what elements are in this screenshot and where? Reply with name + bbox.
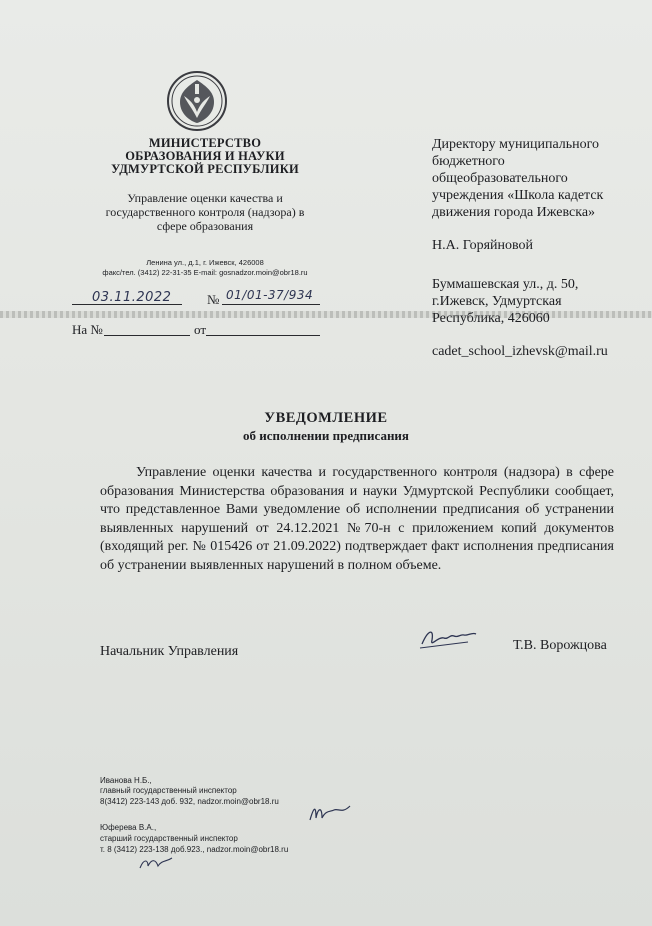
notice-title: УВЕДОМЛЕНИЕ (264, 410, 388, 426)
ministry-name-line-2: ОБРАЗОВАНИЯ И НАУКИ (125, 149, 285, 163)
reference-date-underline (206, 335, 320, 336)
inspector-1-contacts: 8(3412) 223-143 доб. 932, nadzor.moin@obr18.ru (100, 797, 279, 806)
udmurt-emblem-icon (166, 70, 228, 132)
addressee-email: cadet_school_izhevsk@mail.ru (432, 344, 608, 359)
handwritten-signature (418, 622, 480, 654)
department-line-3: сфере образования (156, 219, 254, 233)
inspector-2-title: старший государственный инспектор (100, 834, 238, 843)
inspector-2-name: Юферева В.А., (100, 823, 157, 832)
addressee-name: Н.А. Горяйновой (432, 238, 534, 253)
inspector-2-contacts: т. 8 (3412) 223-138 доб.923., nadzor.moin@obr18.ru (100, 845, 289, 854)
ministry-name-line-1: МИНИСТЕРСТВО (148, 136, 262, 150)
notice-body: Управление оценки качества и государственного контроля (надзора) в сфере образования Министерства образования и науки Удмуртской Республики сообщает, что представленное Вами уведомление об исполнении предписания об устранении выявленных нарушений от 24.12.2021 №70-н с приложением копий документов (входящий рег. № 015426 от 21.09.2022) подтверждает факт исполнения предписания об устранении выявленных нарушений в полном объеме. (100, 465, 614, 573)
signatory-position: Начальник Управления (100, 644, 239, 659)
inspector-2-signature (136, 852, 176, 874)
addressee-line-1: Директору муниципального (432, 137, 600, 152)
reference-number-underline (104, 335, 190, 336)
department-line-1: Управление оценки качества и (127, 191, 283, 205)
department-line-2: государственного контроля (надзора) в (105, 205, 305, 219)
ministry-address: Ленина ул., д.1, г. Ижевск, 426008 (146, 258, 264, 267)
reference-date-label: от (194, 322, 207, 337)
ministry-name-line-3: УДМУРТСКОЙ РЕСПУБЛИКИ (111, 162, 299, 176)
addressee-line-3: общеобразовательного (432, 171, 568, 186)
scan-artifact-line (0, 311, 652, 318)
signatory-name: Т.В. Ворожцова (513, 638, 607, 653)
addressee-address-line-1: Буммашевская ул., д. 50, (432, 277, 579, 292)
inspector-1-name: Иванова Н.Б., (100, 776, 152, 785)
number-underline (222, 304, 320, 305)
ministry-contacts: факс/тел. (3412) 22-31-35 E-mail: gosnadzor.moin@obr18.ru (102, 268, 308, 277)
addressee-line-4: учреждения «Школа кадетск (432, 188, 604, 203)
addressee-line-5: движения города Ижевска» (432, 205, 596, 220)
notice-subtitle: об исполнении предписания (243, 428, 409, 443)
addressee-address-line-3: Республика, 426060 (432, 311, 550, 326)
addressee-line-2: бюджетного (432, 154, 505, 169)
number-label: № (207, 292, 220, 307)
outgoing-number: 01/01-37/934 (226, 288, 314, 302)
inspector-1-title: главный государственный инспектор (100, 786, 237, 795)
outgoing-date: 03.11.2022 (92, 290, 172, 305)
inspector-1-signature (306, 800, 354, 828)
addressee-address-line-2: г.Ижевск, Удмуртская (432, 294, 562, 309)
reference-number-label: На № (72, 322, 103, 337)
